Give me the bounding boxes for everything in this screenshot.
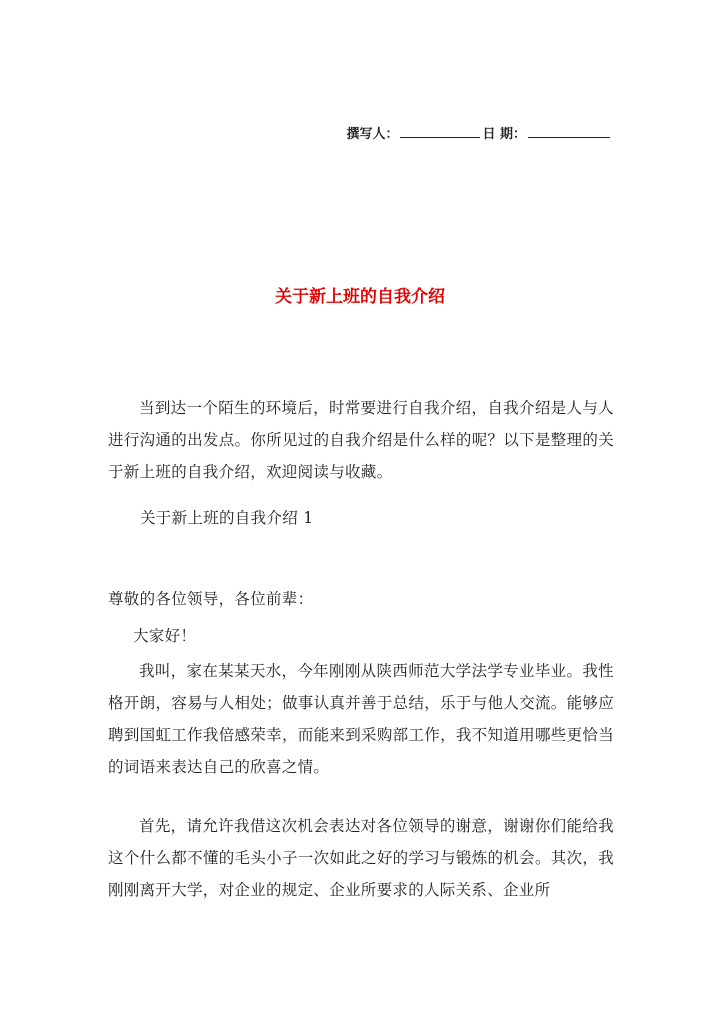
body-paragraph-1: 我叫，家在某某天水，今年刚刚从陕西师范大学法学专业毕业。我性格开朗，容易与人相处；做事认真并善于总结，乐于与他人交流。能够应聘到国虹工作我倍感荣幸，而能来到采购部工作，我不知道用哪些更恰当的词语来表达自己的欣喜之情。 bbox=[108, 662, 614, 776]
body-paragraph-2: 首先，请允许我借这次机会表达对各位领导的谢意，谢谢你们能给我这个什么都不懂的毛头小子一次如此之好的学习与锻炼的机会。其次，我刚刚离开大学，对企业的规定、企业所要求的人际关系、企业所 bbox=[108, 817, 614, 899]
date-blank-line bbox=[528, 123, 610, 138]
author-label: 撰写人： bbox=[346, 127, 399, 142]
hello-line: 大家好！ bbox=[133, 627, 197, 645]
section-subtitle: 关于新上班的自我介绍 1 bbox=[140, 509, 314, 527]
author-blank-line bbox=[400, 123, 480, 138]
document-title: 关于新上班的自我介绍 bbox=[275, 287, 445, 307]
date-label: 日 期： bbox=[482, 127, 526, 142]
intro-paragraph: 当到达一个陌生的环境后，时常要进行自我介绍，自我介绍是人与人进行沟通的出发点。你所见过的自我介绍是什么样的呢？以下是整理的关于新上班的自我介绍，欢迎阅读与收藏。 bbox=[108, 399, 614, 481]
greeting-line: 尊敬的各位领导，各位前辈： bbox=[108, 590, 314, 608]
header-author-date bbox=[346, 123, 612, 142]
